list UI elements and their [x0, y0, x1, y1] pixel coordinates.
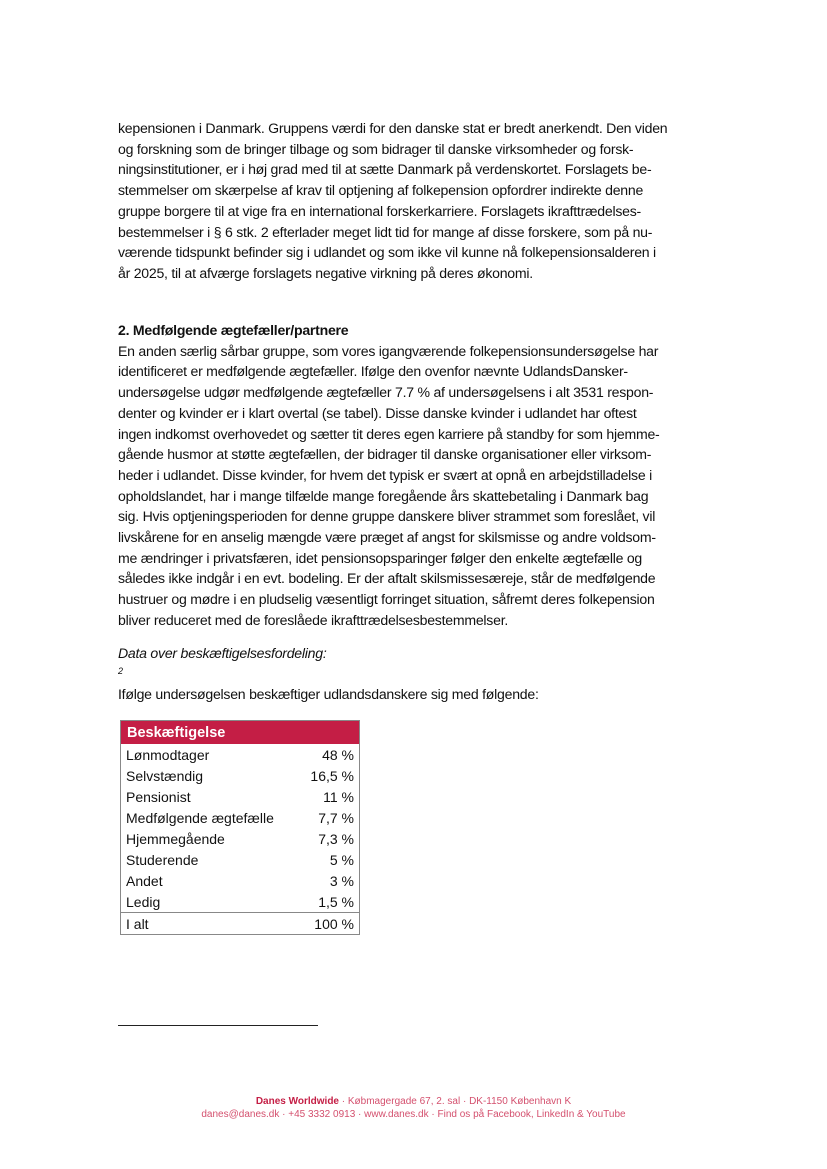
text-line: år 2025, til at afværge forslagets negative virkning på deres økonomi. — [118, 264, 533, 281]
table-row — [121, 828, 360, 849]
text-line: kepensionen i Danmark. Gruppens værdi for den danske stat er bredt anerkendt. Den viden — [118, 120, 668, 136]
row-label: Selvstændig — [126, 767, 204, 784]
section-heading: 2. Medfølgende ægtefæller/partnere — [118, 322, 349, 338]
row-value: 7,3 % — [318, 830, 354, 847]
text-line: denter og kvinder er i klart overtal (se tabel). Disse danske kvinder i udlandet har oftest — [118, 404, 637, 421]
row-label: Pensionist — [126, 788, 191, 805]
row-label: Studerende — [126, 851, 199, 868]
row-value: 3 % — [329, 872, 354, 889]
section-2 — [118, 320, 708, 631]
text-line: sig. Hvis optjeningsperioden for denne gruppe danskere bliver strammet som foreslået, vil — [118, 508, 656, 525]
row-label: Medfølgende ægtefælle — [126, 809, 274, 826]
row-value: 48 % — [322, 746, 354, 763]
row-value: 11 % — [323, 788, 354, 805]
table-header-row — [121, 721, 360, 745]
text-line: værende tidspunkt befinder sig i udlandet og som ikke vil kunne nå folkepensionsalderen i — [118, 244, 656, 261]
row-value: 5 % — [329, 851, 354, 868]
text-line: stemmelser om skærpelse af krav til optjening af folkepension opfordrer indirekte denne — [118, 182, 644, 199]
row-value: 1,5 % — [318, 893, 354, 910]
row-label: Hjemmegående — [126, 830, 225, 847]
text-line: En anden særlig sårbar gruppe, som vores igangværende folkepensionsundersøgelse har — [118, 342, 659, 359]
table-row — [121, 891, 360, 913]
row-value: 7,7 % — [318, 809, 354, 826]
row-label: Andet — [126, 872, 163, 889]
employment-table — [120, 720, 360, 935]
table-row — [121, 765, 360, 786]
row-label: Lønmodtager — [126, 746, 210, 763]
footer-contact-line[interactable]: danes@danes.dk · +45 3332 0913 · www.danes.dk · Find os på Facebook, LinkedIn & YouTube — [201, 1109, 626, 1120]
row-label: Ledig — [126, 893, 161, 910]
table-row — [121, 744, 360, 765]
text-line: og forskning som de bringer tilbage og som bidrager til danske virksomheder og forsk- — [118, 140, 634, 157]
table-header: Beskæftigelse — [121, 721, 360, 745]
text-line: me ændringer i privatsfæren, idet pensionsopsparinger følger den enkelte ægtefælle og — [118, 549, 643, 566]
text-line: således ikke indgår i en evt. bodeling. Er der aftalt skilsmissesæreje, står de medfølgende — [118, 570, 656, 587]
footer-address: · Købmagergade 67, 2. sal · DK-1150 København K — [339, 1096, 572, 1107]
text-line: ingen indkomst overhovedet og sætter tit deres egen karriere på standby for som hjemme- — [118, 425, 660, 442]
data-intro: Ifølge undersøgelsen beskæftiger udlandsdanskere sig med følgende: — [118, 686, 539, 703]
text-line: opholdslandet, har i mange tilfælde mange foregående års skattebetaling i Danmark bag — [118, 487, 649, 504]
table-row — [121, 786, 360, 807]
text-line: gående husmor at støtte ægtefællen, der bidrager til danske organisationer eller virksom- — [118, 446, 652, 463]
text-line: heder i udlandet. Disse kvinder, for hvem det typisk er svært at opnå en arbejdstilladelse i — [118, 466, 652, 483]
data-title — [118, 643, 708, 684]
text-line: livskårene for en anselig mængde være præget af angst for skilsmisse og andre voldsom- — [118, 529, 656, 546]
data-title-text: Data over beskæftigelsesfordeling: — [118, 645, 327, 661]
text-line: hustruer og mødre i en pludselig væsentligt forringet situation, såfremt deres folkepension — [118, 591, 655, 608]
text-line: ningsinstitutioner, er i høj grad med til at sætte Danmark på verdenskortet. Forslagets be- — [118, 161, 652, 178]
footnote-divider — [118, 1025, 318, 1026]
total-value: 100 % — [299, 913, 360, 935]
text-line: bestemmelser i § 6 stk. 2 efterlader meget lidt tid for mange af disse forskere, som på nu- — [118, 223, 653, 240]
table-total-row — [121, 913, 360, 935]
row-value: 16,5 % — [310, 767, 354, 784]
footer-org: Danes Worldwide — [255, 1096, 339, 1107]
intro-paragraph — [118, 118, 708, 284]
table-row — [121, 849, 360, 870]
table-row — [121, 870, 360, 891]
table-row — [121, 807, 360, 828]
text-line: gruppe borgere til at vige fra en international forskerkarriere. Forslagets ikrafttrædelses- — [118, 202, 641, 219]
data-section — [118, 643, 708, 705]
text-line: undersøgelse udgør medfølgende ægtefæller 7.7 % af undersøgelsens i alt 3531 respon- — [118, 384, 654, 401]
total-label: I alt — [121, 913, 299, 935]
footnote-mark[interactable]: 2 — [118, 665, 123, 676]
footer-address-line — [0, 1095, 827, 1108]
text-line: identificeret er medfølgende ægtefæller. Ifølge den ovenfor nævnte UdlandsDansker- — [118, 363, 628, 380]
text-line: bliver reduceret med de foreslåede ikrafttrædelsesbestemmelser. — [118, 611, 509, 628]
